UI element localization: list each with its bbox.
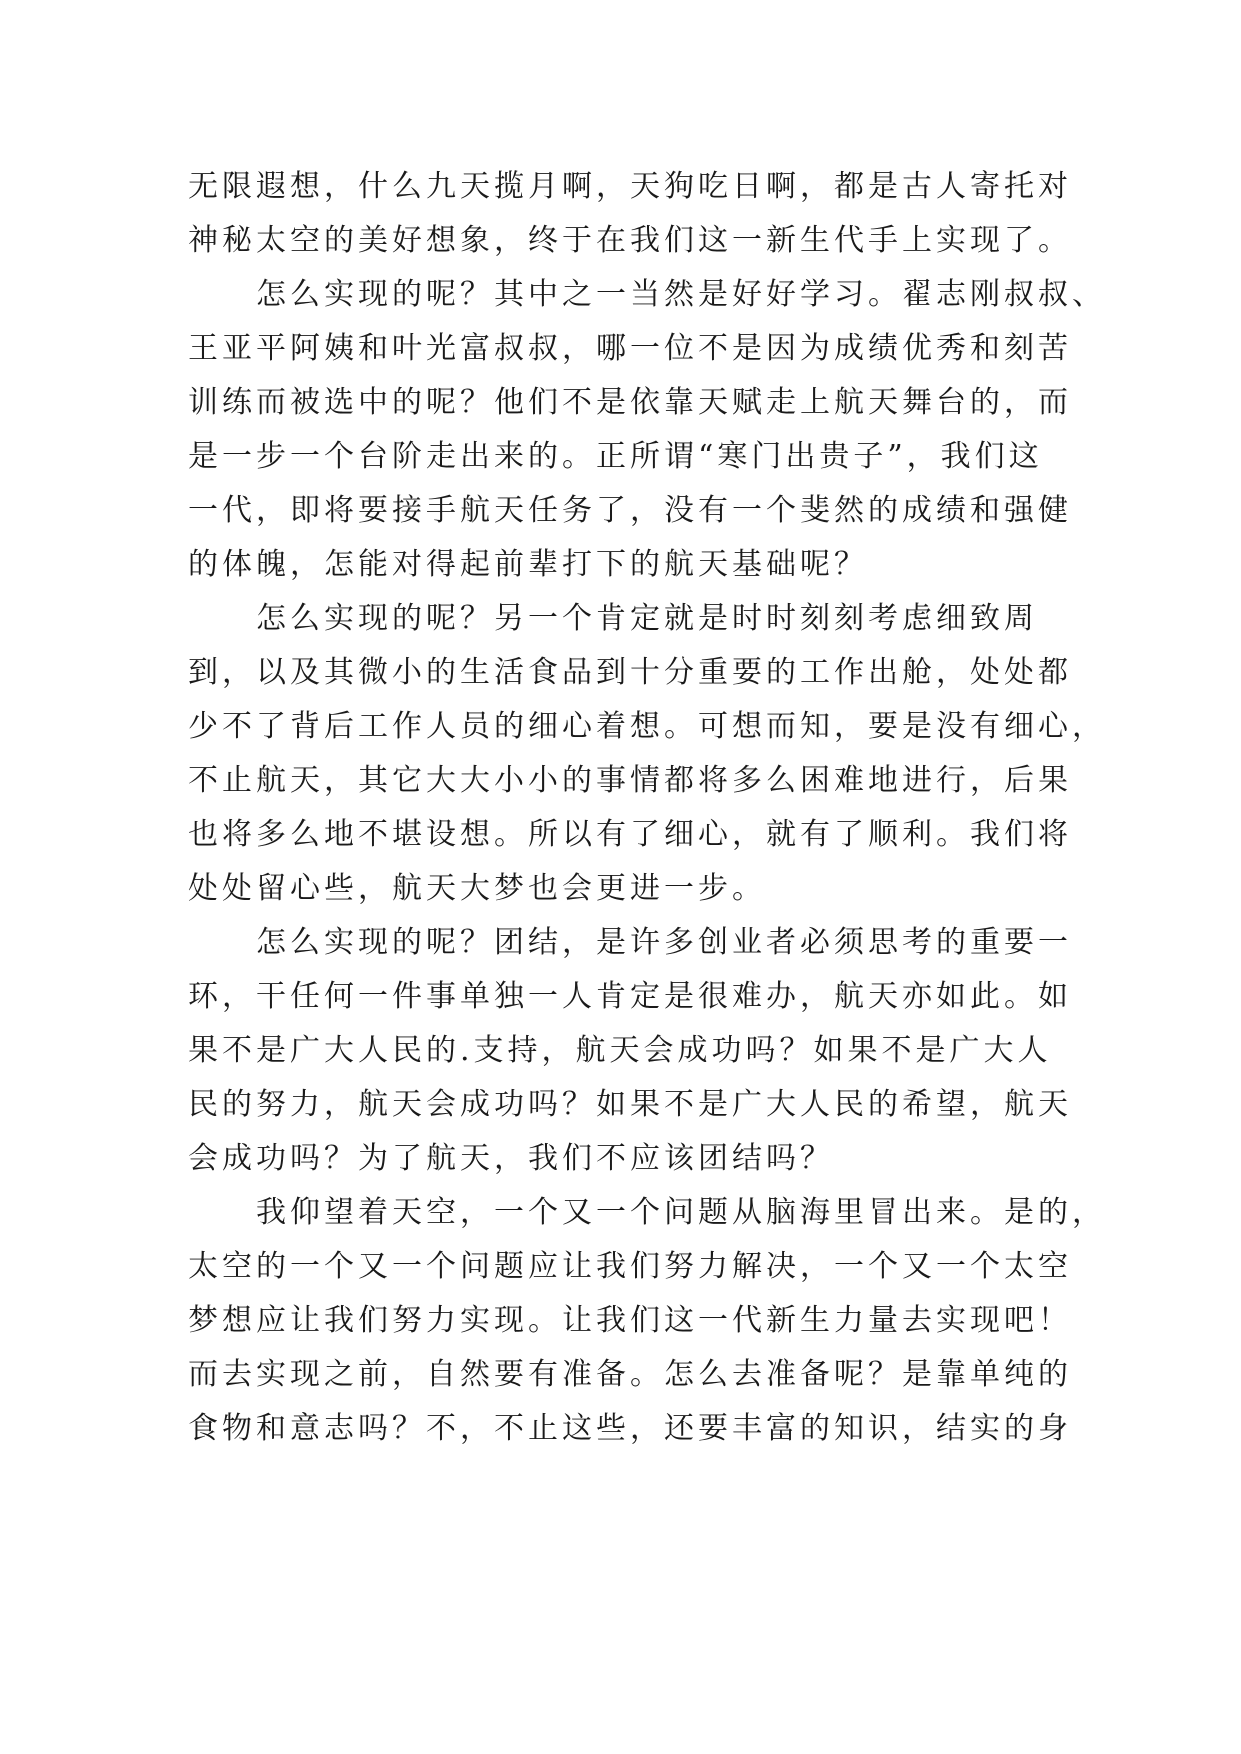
text-line: 怎么实现的呢？其中之一当然是好好学习。翟志刚叔叔、 [188, 277, 1106, 312]
text-line: 少不了背后工作人员的细心着想。可想而知，要是没有细心， [188, 709, 1106, 744]
text-line: 王亚平阿姨和叶光富叔叔，哪一位不是因为成绩优秀和刻苦 [188, 331, 1072, 366]
text-line: 无限遐想，什么九天揽月啊，天狗吃日啊，都是古人寄托对 [188, 169, 1072, 204]
text-line: 食物和意志吗？不，不止这些，还要丰富的知识，结实的身 [188, 1411, 1072, 1446]
text-line: 梦想应让我们努力实现。让我们这一代新生力量去实现吧！ [188, 1303, 1072, 1338]
text-line: 而去实现之前，自然要有准备。怎么去准备呢？是靠单纯的 [188, 1357, 1072, 1392]
text-line: 怎么实现的呢？另一个肯定就是时时刻刻考虑细致周 [188, 601, 1038, 636]
text-line: 一代，即将要接手航天任务了，没有一个斐然的成绩和强健 [188, 493, 1072, 528]
text-line: 果不是广大人民的.支持，航天会成功吗？如果不是广大人 [188, 1033, 1052, 1068]
text-line: 也将多么地不堪设想。所以有了细心，就有了顺利。我们将 [188, 817, 1072, 852]
text-line: 我仰望着天空，一个又一个问题从脑海里冒出来。是的， [188, 1195, 1106, 1230]
text-line: 不止航天，其它大大小小的事情都将多么困难地进行，后果 [188, 763, 1072, 798]
text-line: 是一步一个台阶走出来的。正所谓“寒门出贵子”，我们这 [188, 439, 1043, 474]
text-line: 的体魄，怎能对得起前辈打下的航天基础呢？ [188, 547, 868, 582]
text-line: 训练而被选中的呢？他们不是依靠天赋走上航天舞台的，而 [188, 385, 1072, 420]
body-text [188, 160, 1106, 1456]
text-line: 神秘太空的美好想象，终于在我们这一新生代手上实现了。 [188, 223, 1072, 258]
text-line: 会成功吗？为了航天，我们不应该团结吗？ [188, 1141, 834, 1176]
text-line: 处处留心些，航天大梦也会更进一步。 [188, 871, 766, 906]
text-line: 怎么实现的呢？团结，是许多创业者必须思考的重要一 [188, 925, 1072, 960]
text-line: 环，干任何一件事单独一人肯定是很难办，航天亦如此。如 [188, 979, 1072, 1014]
text-line: 太空的一个又一个问题应让我们努力解决，一个又一个太空 [188, 1249, 1072, 1284]
text-line: 民的努力，航天会成功吗？如果不是广大人民的希望，航天 [188, 1087, 1072, 1122]
text-line: 到，以及其微小的生活食品到十分重要的工作出舱，处处都 [188, 655, 1072, 690]
